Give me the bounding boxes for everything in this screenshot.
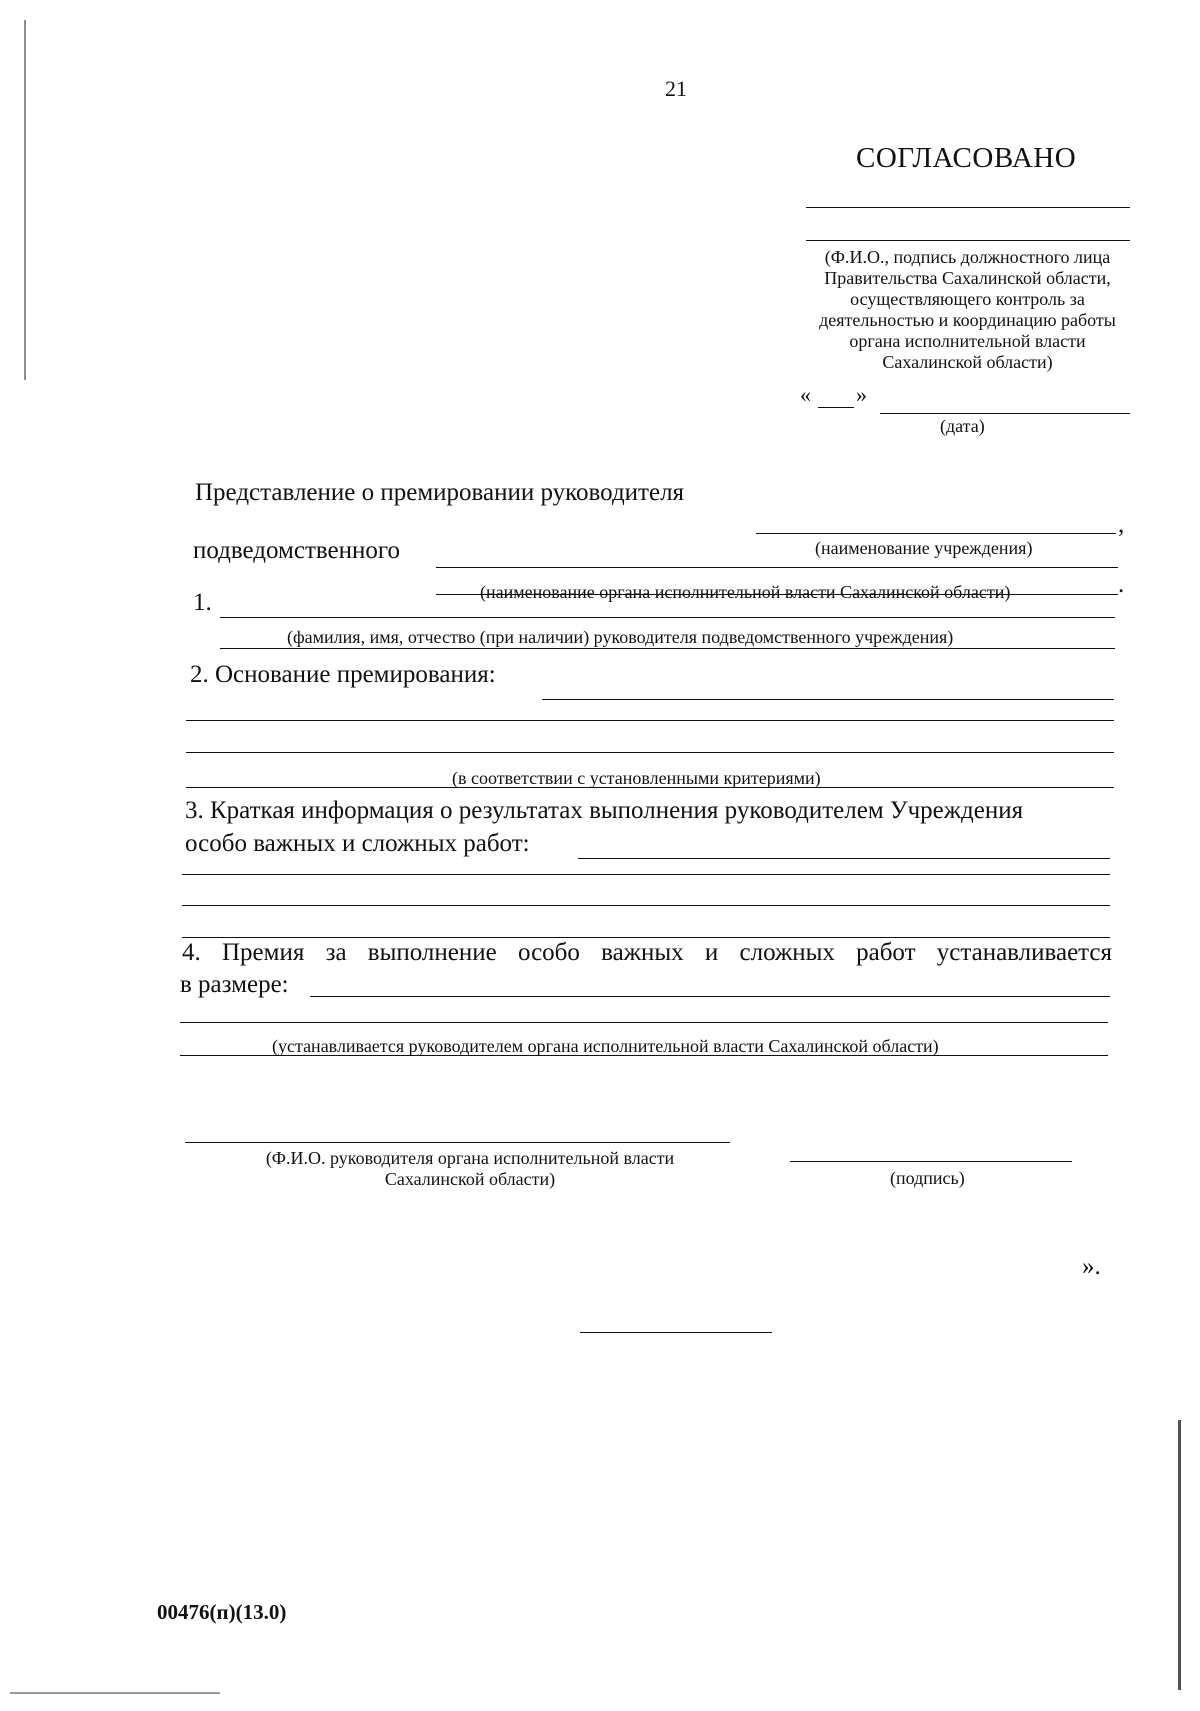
approval-heading: СОГЛАСОВАНО xyxy=(856,142,1077,174)
head-caption xyxy=(225,1148,715,1190)
caption-line: Сахалинской области) xyxy=(384,1169,556,1189)
authority-name-line-2 xyxy=(436,594,1118,595)
caption-line: осуществляющего контроль за xyxy=(850,289,1085,309)
institution-name-line xyxy=(756,533,1116,534)
date-open-quote: « xyxy=(800,382,811,407)
item2-label: 2. Основание премирования: xyxy=(190,661,496,688)
head-signature-line xyxy=(790,1161,1072,1162)
item4-amount-line-2 xyxy=(180,1022,1108,1023)
item3-info-line-3 xyxy=(182,905,1110,906)
title-line-1-comma: , xyxy=(1118,511,1125,538)
caption-line: (Ф.И.О., подпись должностного лица xyxy=(824,247,1111,267)
approval-official-caption xyxy=(795,247,1140,373)
authority-caption: (наименование органа исполнительной власти Сахалинской области) xyxy=(480,582,1011,602)
signature-caption: (подпись) xyxy=(890,1168,965,1188)
authority-name-line xyxy=(436,567,1118,568)
title-line-2: подведомственного xyxy=(193,537,401,564)
item4-caption: (устанавливается руководителем органа исполнительной власти Сахалинской области) xyxy=(272,1036,939,1056)
date-line xyxy=(880,413,1130,414)
scan-edge-right xyxy=(1178,1420,1181,1690)
institution-caption: (наименование учреждения) xyxy=(815,538,1033,558)
item4-amount-line-1 xyxy=(310,996,1110,997)
caption-line: (Ф.И.О. руководителя органа исполнительной власти xyxy=(265,1148,675,1168)
item2-basis-line-2 xyxy=(186,720,1114,721)
approval-signature-line-1 xyxy=(806,207,1130,208)
item3-info-line-2 xyxy=(182,874,1110,875)
item1-fullname-line-2 xyxy=(220,648,1115,649)
title-line-1: Представление о премировании руководителя xyxy=(195,479,685,506)
date-day-line xyxy=(818,407,854,408)
item2-caption: (в соответствии с установленными критериями) xyxy=(452,768,821,788)
page-number: 21 xyxy=(665,76,687,101)
scan-edge-bottom xyxy=(10,1692,220,1694)
date-caption: (дата) xyxy=(940,416,985,436)
approval-signature-line-2 xyxy=(806,240,1130,241)
item1-fullname-line xyxy=(220,617,1115,618)
title-line-2-period: . xyxy=(1118,571,1125,598)
item2-basis-line-4 xyxy=(186,787,1114,788)
item1-caption: (фамилия, имя, отчество (при наличии) руководителя подведомственного учреждения) xyxy=(287,627,954,647)
caption-line: Правительства Сахалинской области, xyxy=(824,268,1111,288)
item3-info-line-1 xyxy=(578,858,1110,859)
scan-edge-left xyxy=(24,20,26,380)
item4-line-2: в размере: xyxy=(180,971,289,998)
item4-amount-line-3 xyxy=(180,1055,1108,1056)
closing-quote: ». xyxy=(1082,1253,1101,1280)
item2-basis-line-1 xyxy=(542,699,1114,700)
caption-line: органа исполнительной власти xyxy=(849,331,1086,351)
item1-label: 1. xyxy=(193,589,212,616)
document-code: 00476(п)(13.0) xyxy=(157,1600,287,1624)
item2-basis-line-3 xyxy=(186,752,1114,753)
caption-line: Сахалинской области) xyxy=(882,352,1053,372)
end-separator-line xyxy=(580,1332,772,1333)
head-fullname-line xyxy=(185,1142,730,1143)
item3-line-2: особо важных и сложных работ: xyxy=(185,830,530,857)
caption-line: деятельностью и координацию работы xyxy=(819,310,1116,330)
date-close-quote: » xyxy=(856,382,867,407)
item3-line-1: 3. Краткая информация о результатах выполнения руководителем Учреждения xyxy=(185,797,1024,824)
item4-line-1: 4. Премия за выполнение особо важных и сложных работ устанавливается xyxy=(182,939,1112,966)
